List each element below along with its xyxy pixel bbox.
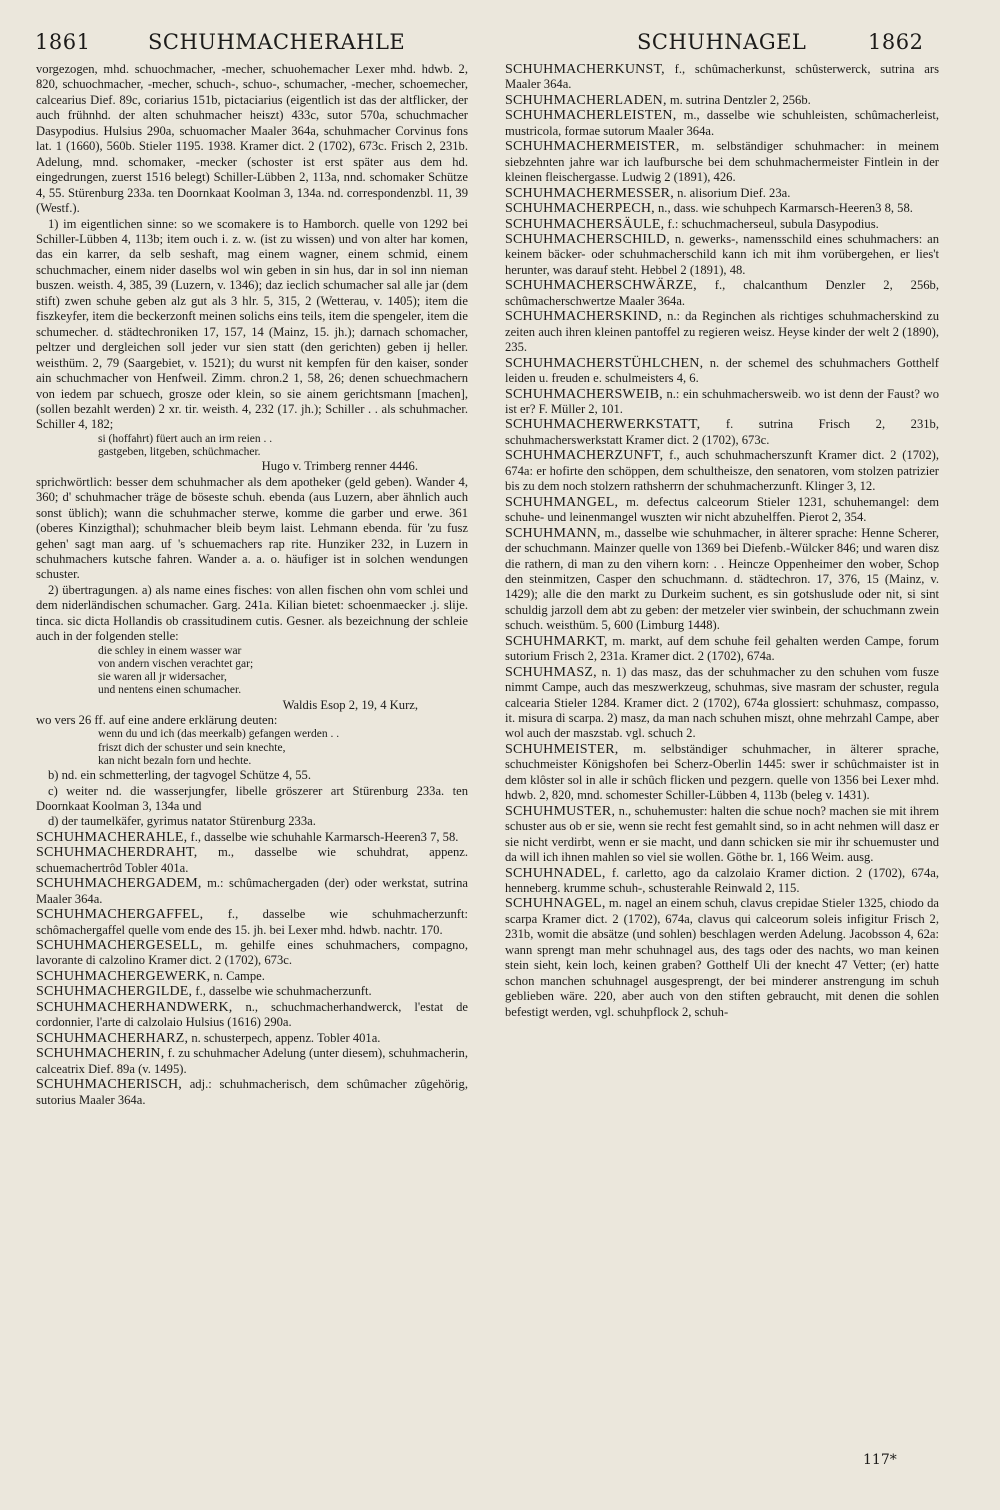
entry-text: 1) im eigentlichen sinne: so we scomakere is to Hamborch. quelle von 1292 bei Schiller-Lübben 4, 113b; item ouch i. z. w. (ist zu wissen) und von alter har komen, das ein karrer, da selb seshaft, mag einem wagner, einem schmid, einem schuchmacher, einem nider daselbs wol win geben in sin hus, dar in sol inn nieman buszen. weisth. 4, 385, 39 (Luzern, v. 1346); daz ieclich schumacher sal alle jar (dem stift) zwen schuhe geben alz gut als 3 hlr. 5, 315, 2 (Wetterau, v. 1405); item die fiszkeyfer, item die beckerzonft meinen solichs eins teils, item die spengeler, item die schumecher. d. städtechroniken 17, 157, 14 (Mainz, 15. jh.); darnach schomacher, peltzer und dergleichen soll jeder vur sien statt (den gerichten) geben ij heller. weisthüm. 2, 79 (Saargebiet, v. 1521); du wurst nit kempfen für den kaiser, sonder ain schuchmacher von Henfweil. Zimm. chron.2 1, 58, 26; denen schuechmachern von iedem par schuech, grosze oder klein, so sie ainem gerichtsmann [machen], (sollen bezahlt werden) 2 xr. tir. weisth. 4, 232 (17. jh.); Schiller . . als schuhmacher. Schiller 4, 182; [36, 216, 468, 432]
headword: SCHUHMACHERMEISTER, [505, 139, 680, 155]
headword: SCHUHMASZ, [505, 664, 597, 680]
dictionary-paragraph [36, 830, 468, 845]
dictionary-paragraph [505, 232, 939, 278]
headword: SCHUHMACHERGAFFEL, [36, 907, 204, 923]
dictionary-paragraph [505, 665, 939, 742]
headword: SCHUHMACHERGILDE, [36, 984, 193, 1000]
dictionary-paragraph [36, 784, 468, 815]
dictionary-paragraph [36, 217, 468, 433]
dictionary-paragraph [36, 768, 468, 783]
dictionary-paragraph [36, 62, 468, 217]
dictionary-paragraph [505, 742, 939, 804]
headword: SCHUHMACHERHARZ, [36, 1030, 189, 1046]
entry-text: m., dasselbe wie schuhleisten, schûmacherleist, mustricola, formae sutorum Maaler 364a. [505, 108, 939, 138]
entry-text: n.: da Reginchen als richtiges schuhmacherskind zu zeiten auch ihren kleinen pantoffel zu regieren weisz. Heyse kinder der welt 2 (1890), 235. [505, 309, 939, 355]
entry-text: f., dasselbe wie schuhmacherzunft: schômachergaffel quelle vom ende des 15. jh. bei Lexer mhd. hdwb. nachtr. 170. [36, 907, 468, 937]
headword: SCHUHMACHERSCHWÄRZE, [505, 278, 697, 294]
dictionary-paragraph [505, 495, 939, 526]
entry-text: 2) übertragungen. a) als name eines fisches: von allen fischen ohn vom schlei und dem niderländischen schumacher. Garg. 241a. Kilian bietet: schoenmaecker .j. slije. tinca. sic dicta Hollandis ob crassitudinem cutis. Gesner. als bezeichnung der schleie auch in der folgenden stelle: [36, 582, 468, 644]
dictionary-paragraph [36, 876, 468, 907]
headword: SCHUHMACHERSÄULE, [505, 216, 665, 232]
dictionary-paragraph [36, 907, 468, 938]
entry-text: n. gewerks-, namensschild eines schuhmachers: an keinem bäcker- oder schuhmacherschild kann ich mit ihm vorübergehen, er lies't herunter, was darauf steht. Hebbel 2 (1891), 48. [505, 231, 939, 277]
dictionary-paragraph [505, 866, 939, 897]
headword: SCHUHMACHERZUNFT, [505, 448, 664, 464]
headword: SCHUHMANN, [505, 525, 601, 541]
dictionary-paragraph [36, 433, 468, 459]
headword: SCHUHMANGEL, [505, 494, 619, 510]
dictionary-paragraph [505, 217, 939, 232]
sheet-signature: 117* [863, 1452, 897, 1468]
entry-text: adj.: schuhmacherisch, dem schûmacher zûgehörig, sutorius Maaler 364a. [36, 1077, 468, 1107]
entry-text: f. zu schuhmacher Adelung (unter diesem), schuhmacherin, calceatrix Dief. 89a (v. 1495). [36, 1046, 468, 1076]
entry-text: m., dasselbe wie schuhdrat, appenz. schuemachertrôd Tobler 401a. [36, 845, 468, 875]
entry-text: m. defectus calceorum Stieler 1231, schuhemangel: dem schuhe- und leinenmangel wuszten wir nicht abzuhelffen. Pierot 2, 354. [505, 494, 939, 525]
dictionary-paragraph [36, 645, 468, 698]
entry-text: d) der taumelkäfer, gyrimus natator Stürenburg 233a. [48, 814, 316, 829]
dictionary-paragraph [36, 814, 468, 829]
entry-text: m. nagel an einem schuh, clavus crepidae Stieler 1325, chiodo da scarpa Kramer dict. 2 (1702), 674a, clavus qui calceorum soleis infigitur Frisch 2, 231b, womit die absätze (und sohlen) beschlagen werden Adelung. Jacobsson 4, 62a: wann sprengt man mehr schuhnagel aus, des tags oder des nachts, wo man keinen stein sieht, kein loch, keinen graben? Gotthelf Uli der knecht 47 Vetter; (er) hatte schon manchen schuhnagel ausgesprengt, der bei minderer anstrengung im schuh geblieben wäre. 220, aber auch von den stiften gebraucht, mit denen die sohlen befestigt werden, vgl. schuhpflock 2, schuh- [505, 896, 939, 1019]
entry-text: sprichwörtlich: besser dem schuhmacher als dem apotheker (geld geben). Wander 4, 360; d' schuhmacher träge de böseste schuh. ebenda (aus Luzern, aber ähnlich auch sonst üblich); wann die schuhmacher sterwe, komme die garber und erwe. 361 (oberes Kinzigthal); schuhmacher bleib beym laist. Lehmann ebenda. für 'zu fusz gehen' sagt man aarg. uf 's schuemachers rap rite. Hunziker 232, in Luzern in schuhmachers kutsche fahren. Wander a. a. o. häufiger ist in solchen wendungen schuster. [36, 474, 468, 582]
headword: SCHUHNAGEL, [505, 896, 606, 912]
headword: SCHUHMACHERGESELL, [36, 938, 203, 954]
dictionary-paragraph [505, 309, 939, 355]
headword: SCHUHMACHERKUNST, [505, 62, 665, 77]
running-head-left: SCHUHMACHERAHLE [148, 30, 406, 54]
dictionary-paragraph [505, 62, 939, 93]
headword: SCHUHMACHERGEWERK, [36, 968, 211, 984]
entry-text: n. schusterpech, appenz. Tobler 401a. [188, 1030, 381, 1045]
running-head-right: SCHUHNAGEL [637, 30, 807, 54]
headword: SCHUHMACHERSKIND, [505, 309, 663, 325]
dictionary-paragraph [505, 526, 939, 634]
page-number-right: 1862 [868, 30, 924, 54]
dictionary-paragraph [36, 698, 468, 713]
dictionary-paragraph [505, 108, 939, 139]
entry-text: n., schuhemuster: halten die schue noch? machen sie mit ihrem schuster aus ob er sie, wenn sie recht fest gemahlt sind, so in acht nehmen will dasz er sie nicht verdirbt, wenn er sie macht, und dann schicken sie mir ihr schuemuster und da will ich ihnen mahlen so viel sie wollen. Göthe br. 1, 166 Weim. ausg. [505, 803, 940, 865]
dictionary-paragraph [36, 1077, 468, 1108]
entry-text: m. selbständiger schuhmacher, in älterer sprache, schuchmeister Königshofen bei Scherz-Oberlin 1445: swer ir schûchmaister ist in dem klôster sol in alle ir schûch flicken und pezgern. quelle von 1356 bei Lexer mhd. hdwb. 2, 820, mnd. schomester Schiller-Lübben 4, 113b (beleg v. 1431). [505, 741, 939, 803]
dictionary-paragraph [505, 356, 939, 387]
dictionary-paragraph [505, 93, 939, 108]
headword: SCHUHMACHERAHLE, [36, 829, 188, 845]
dictionary-paragraph [505, 634, 939, 665]
entry-text: f., chalcanthum Denzler 2, 256b, schûmacherschwertze Maaler 364a. [505, 278, 939, 308]
dictionary-paragraph [36, 1031, 468, 1046]
left-column [36, 62, 468, 1108]
headword: SCHUHMACHERPECH, [505, 201, 655, 217]
dictionary-paragraph [505, 387, 939, 418]
dictionary-paragraph [36, 1046, 468, 1077]
headword: SCHUHMACHERISCH, [36, 1077, 182, 1093]
entry-text: n. 1) das masz, das der schuhmacher zu den schuhen vom fusze nimmt Campe, auch das meszwerkzeug, schuhmas, sive masram der schuster, regula calcearia Stieler 1284. Kramer dict. 2 (1702), 674a glossiert: schuhmasz, compasso, it. misura di scarpa. 2) masz, da man nach schuhen miszt, ohne mehrzahl Campe, aber wol auch der maszstab. vgl. schuch 2. [505, 664, 939, 741]
entry-text: m. gehilfe eines schuhmachers, compagno, lavorante di calzolino Kramer dict. 2 (1702), 673c. [36, 938, 468, 968]
right-column [505, 62, 939, 1020]
dictionary-paragraph [36, 969, 468, 984]
dictionary-paragraph [505, 448, 939, 494]
entry-text: m. markt, auf dem schuhe feil gehalten werden Campe, forum sutorium Frisch 2, 231a. Kramer dict. 2 (1702), 674a. [505, 633, 939, 664]
dictionary-paragraph [36, 459, 468, 474]
dictionary-paragraph [36, 475, 468, 583]
entry-text: si (hoffahrt) füert auch an irm reien . . gastgeben, litgeben, schüchmacher. [98, 432, 273, 459]
entry-text: b) nd. ein schmetterling, der tagvogel Schütze 4, 55. [48, 768, 311, 783]
dictionary-paragraph [505, 186, 939, 201]
dictionary-paragraph [505, 201, 939, 216]
entry-text: m. selbständiger schuhmacher: in meinem siebzehnten jahre war ich laufbursche bei dem schuhmachermeister Fintlein in der kleinen fleischergasse. Ludwig 2 (1891), 426. [505, 139, 939, 185]
entry-text: vorgezogen, mhd. schuochmacher, -mecher, schuohemacher Lexer mhd. hdwb. 2, 820, schuochmacher, -mecher, schuch-, schuo-, schumacher, -mecher, schoemecher, calcearius Dief. 89c, coriarius 151b, pictaciarius (eigentlich ist das der altflicker, der auch frühnhd. der alten schuhmacher heiszt) 433c, sutor 570a, schuchmacher Dasypodius. Hulsius 290a, schuomacher Maaler 364a, schuhmacher Corvinus fons lat. 1 (1660), 560b. Stieler 1195. 1938. Kramer dict. 2 (1702), 673c. Frisch 2, 231b. Adelung, mnd. schomaker, -mecker (schoster ist erst später aus dem hd. eingedrungen, zuerst 1516 belegt) Schiller-Lübben 2, 113a, nnd. schomaker Schütze 4, 55. Stürenburg 233a. ten Doornkaat Koolman 3, 134a. nd. correspondenzbl. 11, 39 (Westf.). [36, 62, 468, 216]
entry-text: n. alisorium Dief. 23a. [673, 185, 791, 200]
dictionary-paragraph [36, 1000, 468, 1031]
entry-text: n., dass. wie schuhpech Karmarsch-Heeren3 8, 58. [654, 201, 913, 216]
entry-text: f.: schuchmacherseul, subula Dasypodius. [664, 216, 879, 231]
headword: SCHUHMACHERDRAHT, [36, 845, 198, 861]
headword: SCHUHMACHERMESSER, [505, 185, 674, 201]
dictionary-paragraph [505, 278, 939, 309]
entry-text: f., dasselbe wie schuhmacherzunft. [192, 984, 372, 999]
entry-text: n. der schemel des schuhmachers Gotthelf leiden u. freuden e. schulmeisters 4, 6. [505, 355, 939, 386]
entry-text: c) weiter nd. die wasserjungfer, libelle gröszerer art Stürenburg 233a. ten Doornkaat Koolman 3, 134a und [36, 783, 468, 813]
headword: SCHUHMACHERLADEN, [505, 92, 667, 108]
page-number-left: 1861 [35, 30, 91, 54]
dictionary-paragraph [36, 583, 468, 645]
entry-text: die schley in einem wasser war von andern vischen verachtet gar; sie waren all jr widersacher, und nentens einen schumacher. [98, 644, 254, 697]
headword: SCHUHMACHERSCHILD, [505, 231, 671, 247]
headword: SCHUHMACHERIN, [36, 1046, 165, 1062]
dictionary-paragraph [505, 896, 939, 1020]
entry-text: n.: ein schuhmachersweib. wo ist denn der Faust? wo ist er? F. Müller 2, 101. [505, 386, 939, 416]
entry-text: f. carletto, ago da calzolaio Kramer diction. 2 (1702), 674a, henneberg. krumme schuh-, schusterahle Reinwald 2, 115. [505, 865, 939, 896]
entry-text: m. sutrina Dentzler 2, 256b. [666, 92, 811, 107]
headword: SCHUHMACHERSWEIB, [505, 386, 663, 402]
headword: SCHUHMACHERWERKSTATT, [505, 417, 701, 433]
headword: SCHUHMUSTER, [505, 803, 616, 819]
headword: SCHUHMACHERSTÜHLCHEN, [505, 355, 704, 371]
entry-text: f., auch schuhmacherszunft Kramer dict. 2 (1702), 674a: er hofirte den schöppen, dem schultheisze, den senatoren, vom stolzen patrizier bis zu dem noch stolzern rathsherrn der schuhmacherzunft. Klinger 3, 12. [505, 448, 939, 494]
entry-text: f., dasselbe wie schuhahle Karmarsch-Heeren3 7, 58. [187, 829, 459, 844]
entry-text: wo vers 26 ff. auf eine andere erklärung deuten: [36, 712, 278, 727]
headword: SCHUHMACHERLEISTEN, [505, 108, 677, 124]
headword: SCHUHMACHERGADEM, [36, 876, 202, 892]
dictionary-paragraph [36, 984, 468, 999]
entry-text: f., schûmacherkunst, schûsterwerck, sutrina ars Maaler 364a. [505, 62, 939, 92]
entry-text: n., schuchmacherhandwerck, l'estat de cordonnier, l'arte di calzolaio Hulsius (1616) 290a. [36, 999, 468, 1030]
headword: SCHUHMACHERHANDWERK, [36, 999, 233, 1015]
dictionary-paragraph [505, 139, 939, 185]
dictionary-paragraph [36, 938, 468, 969]
entry-text: m.: schûmachergaden (der) oder werkstat, sutrina Maaler 364a. [36, 876, 468, 906]
dictionary-paragraph [505, 804, 939, 866]
dictionary-paragraph [36, 845, 468, 876]
dictionary-paragraph [36, 728, 468, 768]
entry-text: f. sutrina Frisch 2, 231b, schuhmacherswerkstatt Kramer dict. 2 (1702), 673c. [505, 417, 939, 447]
dictionary-paragraph [505, 417, 939, 448]
headword: SCHUHMARKT, [505, 633, 608, 649]
entry-text: n. Campe. [210, 968, 265, 983]
headword: SCHUHNADEL, [505, 865, 606, 881]
entry-text: Waldis Esop 2, 19, 4 Kurz, [282, 697, 418, 712]
entry-text: wenn du und ich (das meerkalb) gefangen werden . . friszt dich der schuster und sein knechte, kan nicht bezaln forn und hechte. [98, 728, 340, 767]
headword: SCHUHMEISTER, [505, 741, 619, 757]
entry-text: m., dasselbe wie schuhmacher, in älterer sprache: Henne Scherer, der schuchmann. Mainzer quelle von 1369 bei Diefenb.-Wülcker 846; und waren disz die rathern, di man zu den vihern korn: . . Heincze Oppenheimer den wober, Schop den steinmitzen, Casper den schuchmann. d. städtechron. 17, 376, 15 (Mainz, v. 1429); alle die den markt zu Durkeim suchent, es sin gotshuslude oder nit, si sint schuldig jarzoll dem abt zu geben: der metzeler vier swinbein, der schuchmann zwein schuch. weisthüm. 5, 600 (Limburg 1448). [505, 525, 939, 633]
entry-text: Hugo v. Trimberg renner 4446. [261, 459, 418, 474]
dictionary-paragraph [36, 713, 468, 728]
